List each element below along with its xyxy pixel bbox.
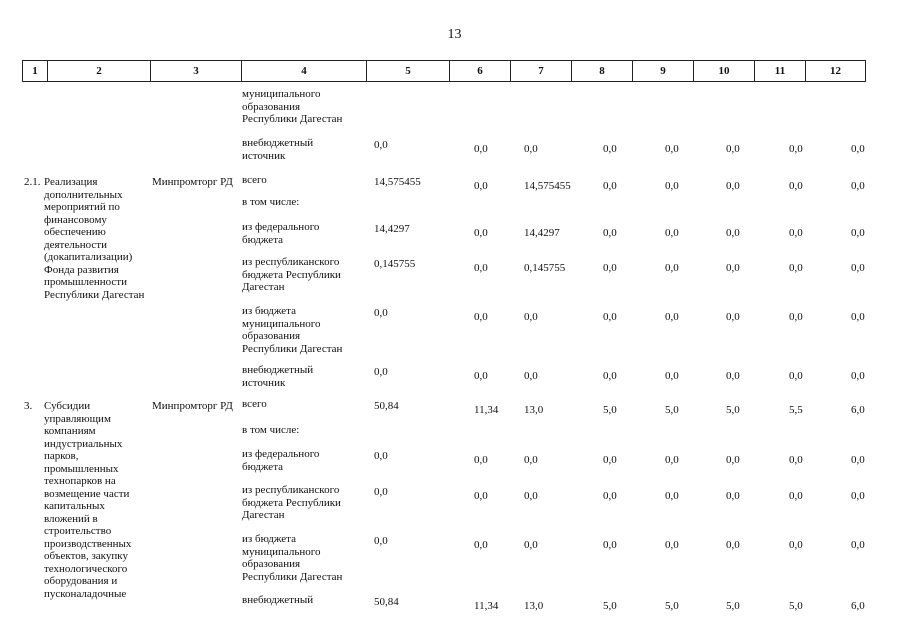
funding-source: из федерального бюджета bbox=[242, 221, 320, 246]
value-cell: 0,0 bbox=[665, 227, 679, 239]
header-cell: 6 bbox=[449, 60, 511, 82]
value-cell: 0,0 bbox=[603, 454, 617, 466]
value-cell: 0,0 bbox=[726, 311, 740, 323]
funding-source: внебюджетный источник bbox=[242, 364, 314, 389]
funding-source: из бюджета муниципального образования Республики Дагестан bbox=[242, 533, 343, 583]
value-cell: 0,0 bbox=[474, 454, 488, 466]
value-cell: 0,0 bbox=[474, 539, 488, 551]
value-cell: 0,0 bbox=[851, 490, 865, 502]
value-cell: 0,0 bbox=[474, 227, 488, 239]
value-cell: 13,0 bbox=[524, 600, 544, 612]
value-cell: 0,0 bbox=[851, 370, 865, 382]
value-cell: 0,0 bbox=[603, 311, 617, 323]
value-cell: 0,0 bbox=[374, 307, 388, 319]
value-cell: 0,0 bbox=[665, 311, 679, 323]
funding-source: в том числе: bbox=[242, 196, 300, 208]
value-cell: 14,4297 bbox=[524, 227, 560, 239]
header-cell: 2 bbox=[47, 60, 151, 82]
value-cell: 0,0 bbox=[524, 143, 538, 155]
value-cell: 0,0 bbox=[474, 490, 488, 502]
value-cell: 0,0 bbox=[726, 490, 740, 502]
value-cell: 5,0 bbox=[665, 404, 679, 416]
value-cell: 0,0 bbox=[851, 143, 865, 155]
value-cell: 0,0 bbox=[374, 366, 388, 378]
value-cell: 5,0 bbox=[665, 600, 679, 612]
header-cell: 4 bbox=[241, 60, 367, 82]
value-cell: 0,0 bbox=[851, 262, 865, 274]
value-cell: 0,0 bbox=[474, 262, 488, 274]
value-cell: 13,0 bbox=[524, 404, 544, 416]
value-cell: 11,34 bbox=[474, 404, 499, 416]
executor: Минпромторг РД bbox=[152, 400, 233, 412]
value-cell: 0,0 bbox=[665, 490, 679, 502]
value-cell: 0,0 bbox=[474, 370, 488, 382]
value-cell: 0,0 bbox=[603, 490, 617, 502]
funding-source: из федерального бюджета bbox=[242, 448, 320, 473]
value-cell: 5,0 bbox=[726, 600, 740, 612]
header-cell: 3 bbox=[150, 60, 242, 82]
funding-source: из республиканского бюджета Республики Дагестан bbox=[242, 484, 341, 521]
value-cell: 0,0 bbox=[374, 139, 388, 151]
value-cell: 0,0 bbox=[726, 227, 740, 239]
value-cell: 50,84 bbox=[374, 400, 399, 412]
value-cell: 0,0 bbox=[603, 262, 617, 274]
value-cell: 0,0 bbox=[726, 539, 740, 551]
value-cell: 0,0 bbox=[789, 180, 803, 192]
value-cell: 0,0 bbox=[851, 227, 865, 239]
value-cell: 0,0 bbox=[474, 143, 488, 155]
value-cell: 0,0 bbox=[374, 535, 388, 547]
value-cell: 0,0 bbox=[789, 539, 803, 551]
value-cell: 0,0 bbox=[789, 490, 803, 502]
value-cell: 0,0 bbox=[726, 143, 740, 155]
value-cell: 11,34 bbox=[474, 600, 499, 612]
value-cell: 5,0 bbox=[603, 404, 617, 416]
value-cell: 0,0 bbox=[789, 227, 803, 239]
funding-source: всего bbox=[242, 398, 267, 410]
value-cell: 0,0 bbox=[851, 454, 865, 466]
header-cell: 5 bbox=[366, 60, 450, 82]
value-cell: 0,0 bbox=[726, 180, 740, 192]
value-cell: 6,0 bbox=[851, 600, 865, 612]
page-number: 13 bbox=[447, 27, 462, 42]
value-cell: 0,0 bbox=[524, 311, 538, 323]
value-cell: 0,0 bbox=[789, 454, 803, 466]
value-cell: 0,0 bbox=[374, 450, 388, 462]
value-cell: 0,0 bbox=[524, 370, 538, 382]
value-cell: 0,0 bbox=[789, 262, 803, 274]
value-cell: 0,0 bbox=[474, 180, 488, 192]
measure-name: Реализация дополнительных мероприятий по финансовому обеспечению деятельности (докапитализации) Фонда развития промышленности Республики Дагестан bbox=[44, 176, 145, 301]
value-cell: 0,0 bbox=[726, 454, 740, 466]
value-cell: 0,0 bbox=[665, 539, 679, 551]
value-cell: 5,5 bbox=[789, 404, 803, 416]
funding-source: всего bbox=[242, 174, 267, 186]
value-cell: 0,0 bbox=[603, 227, 617, 239]
header-cell: 11 bbox=[754, 60, 806, 82]
value-cell: 50,84 bbox=[374, 596, 399, 608]
measure-name: Субсидии управляющим компаниям индустриальных парков, промышленных технопарков на возмещение части капитальных вложений в строительство производственных объектов, закупку технологического оборудования и пусконаладочные bbox=[44, 400, 132, 600]
value-cell: 0,0 bbox=[474, 311, 488, 323]
value-cell: 0,0 bbox=[789, 311, 803, 323]
value-cell: 0,0 bbox=[603, 539, 617, 551]
row-number: 2.1. bbox=[24, 176, 41, 188]
value-cell: 0,0 bbox=[524, 490, 538, 502]
row-number: 3. bbox=[24, 400, 33, 412]
value-cell: 0,0 bbox=[603, 370, 617, 382]
header-cell: 12 bbox=[805, 60, 866, 82]
value-cell: 14,4297 bbox=[374, 223, 410, 235]
table-header-row bbox=[22, 60, 866, 82]
value-cell: 0,0 bbox=[726, 262, 740, 274]
value-cell: 0,0 bbox=[374, 486, 388, 498]
value-cell: 0,0 bbox=[603, 180, 617, 192]
header-cell: 1 bbox=[22, 60, 48, 82]
value-cell: 0,0 bbox=[726, 370, 740, 382]
value-cell: 5,0 bbox=[789, 600, 803, 612]
funding-source: внебюджетный источник bbox=[242, 137, 314, 162]
value-cell: 0,0 bbox=[851, 180, 865, 192]
value-cell: 14,575455 bbox=[374, 176, 421, 188]
funding-source: внебюджетный bbox=[242, 594, 314, 606]
header-cell: 8 bbox=[571, 60, 633, 82]
value-cell: 0,0 bbox=[665, 143, 679, 155]
value-cell: 0,145755 bbox=[524, 262, 566, 274]
value-cell: 0,0 bbox=[789, 143, 803, 155]
header-cell: 9 bbox=[632, 60, 694, 82]
value-cell: 0,0 bbox=[851, 539, 865, 551]
value-cell: 0,0 bbox=[665, 370, 679, 382]
value-cell: 6,0 bbox=[851, 404, 865, 416]
funding-source: из бюджета муниципального образования Республики Дагестан bbox=[242, 305, 343, 355]
funding-source: в том числе: bbox=[242, 424, 300, 436]
value-cell: 0,0 bbox=[851, 311, 865, 323]
value-cell: 0,0 bbox=[789, 370, 803, 382]
value-cell: 0,0 bbox=[524, 454, 538, 466]
funding-source: муниципального образования Республики Дагестан bbox=[242, 88, 343, 125]
value-cell: 5,0 bbox=[726, 404, 740, 416]
executor: Минпромторг РД bbox=[152, 176, 233, 188]
header-cell: 7 bbox=[510, 60, 572, 82]
value-cell: 0,0 bbox=[524, 539, 538, 551]
value-cell: 5,0 bbox=[603, 600, 617, 612]
funding-source: из республиканского бюджета Республики Дагестан bbox=[242, 256, 341, 293]
value-cell: 0,0 bbox=[665, 262, 679, 274]
value-cell: 0,145755 bbox=[374, 258, 416, 270]
value-cell: 0,0 bbox=[665, 454, 679, 466]
value-cell: 0,0 bbox=[665, 180, 679, 192]
header-cell: 10 bbox=[693, 60, 755, 82]
value-cell: 0,0 bbox=[603, 143, 617, 155]
value-cell: 14,575455 bbox=[524, 180, 571, 192]
